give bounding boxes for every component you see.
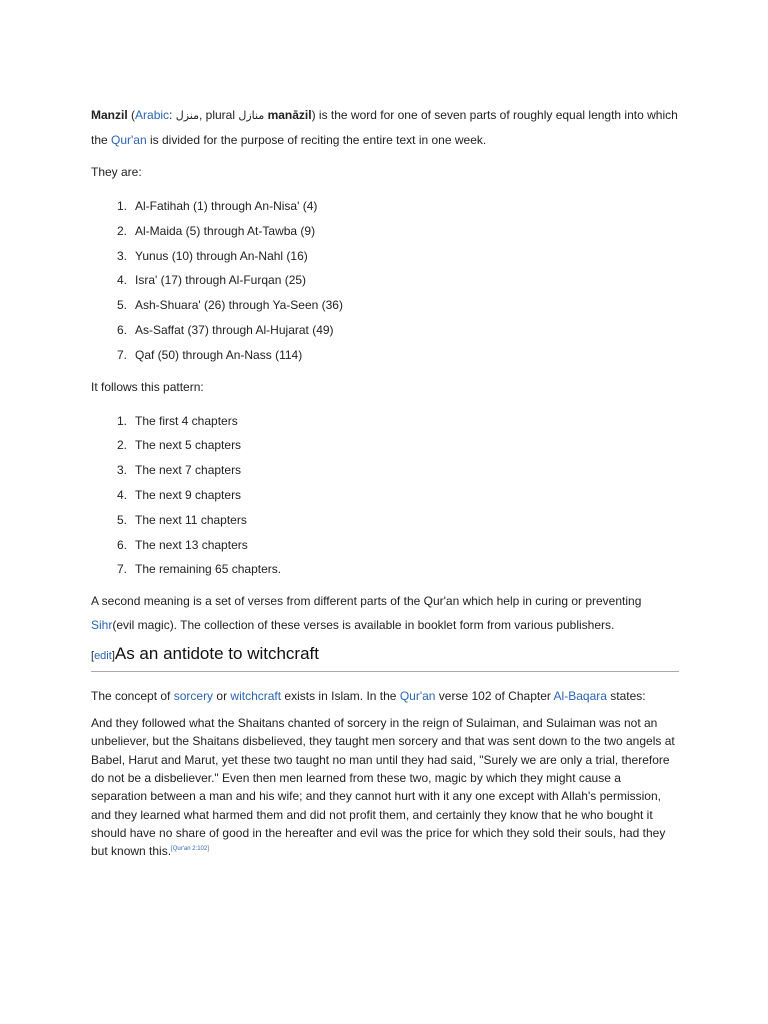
list-number: 5. [116,298,127,313]
manzil-list-item [91,268,679,293]
list-item-text: The next 13 chapters [135,537,248,552]
arabic-plural: منازل [238,109,265,122]
arabic-link[interactable]: Arabic [135,108,170,122]
list-item-text: The first 4 chapters [135,413,238,428]
sorcery-link[interactable]: sorcery [173,689,214,704]
concept-text: exists in Islam. In the [281,689,400,704]
list-item-text: Al-Maida (5) through At-Tawba (9) [135,223,316,238]
list-number: 2. [116,438,127,453]
manzil-list-item [91,293,679,318]
edit-link[interactable]: edit [94,650,112,663]
second-meaning-text: (evil magic). The collection of these verses is available in booklet form from various publishers. [112,618,615,633]
concept-text: states: [606,689,646,704]
list-number: 1. [116,199,127,213]
pattern-list-item [91,557,679,582]
al-baqara-link[interactable]: Al-Baqara [553,689,607,704]
concept-text: or [213,689,231,704]
quote-paragraph [91,714,679,860]
manzil-list-item [91,318,679,343]
list-item-text: The next 11 chapters [135,512,247,527]
list-item-text: Isra' (17) through Al-Furqan (25) [135,273,307,288]
list-item-text: The next 7 chapters [135,463,242,478]
witchcraft-link[interactable]: witchcraft [230,689,282,704]
list-number: 1. [116,413,127,428]
pattern-list-item [91,458,679,483]
list-item-text: The remaining 65 chapters. [135,562,282,577]
quran-reference-link[interactable]: [Qur'an 2:102] [171,846,209,853]
list-number: 5. [116,512,127,527]
list-item-text: Qaf (50) through An-Nass (114) [135,347,303,362]
edit-section [91,650,115,662]
edit-bracket: ] [111,650,115,663]
list-number: 7. [116,347,127,362]
intro-text: ) is the word for one of seven parts of roughly equal length into which the [91,108,678,147]
intro-text: : [169,108,176,122]
list-number: 3. [116,463,127,478]
pattern-list-item [91,533,679,558]
list-number: 7. [116,562,127,577]
manzil-list-item [91,194,679,219]
they-are-text: They are: [91,165,142,179]
manzil-list-item [91,219,679,244]
edit-bracket: [ [91,650,95,663]
pattern-list-item [91,483,679,508]
list-number: 2. [116,223,127,238]
quran-link[interactable]: Qur'an [111,133,147,147]
list-item-text: Al-Fatihah (1) through An-Nisa' (4) [135,199,318,213]
list-number: 3. [116,248,127,263]
list-item-text: As-Saffat (37) through Al-Hujarat (49) [135,322,334,337]
second-meaning-text: A second meaning is a set of verses from different parts of the Qur'an which help in curing or preventing [91,594,642,609]
quran-link-2[interactable]: Qur'an [399,689,436,704]
concept-text: verse 102 of Chapter [435,689,554,704]
pattern-intro: It follows this pattern: [91,379,204,394]
concept-text: The concept of [91,689,174,704]
manzil-list-item [91,244,679,269]
term-manazil: manāzil [267,108,312,122]
article-body [91,103,679,861]
list-number: 6. [116,537,127,552]
list-item-text: The next 9 chapters [135,487,242,502]
intro-paragraph [91,103,679,152]
section-heading [91,641,679,672]
arabic-word: منزل [175,109,199,122]
pattern-list-item [91,433,679,458]
list-item-text: The next 5 chapters [135,438,242,453]
intro-text: ( [127,108,136,122]
intro-text: , plural [198,108,239,122]
list-item-text: Ash-Shuara' (26) through Ya-Seen (36) [135,298,343,313]
pattern-list-item [91,508,679,533]
manzil-list [91,194,679,368]
quote-text: And they followed what the Shaitans chanted of sorcery in the reign of Sulaiman, and Sulaiman was not an unbeliever, but the Shaitans disbelieved, they taught men sorcery and that was sent down to the two angels at Babel, Harut and Marut, yet these two taught no man until they had said, "Surely we are only a trial, therefore do not be a disbeliever." Even then men learned from these two, magic by which they might cause a separation between a man and his wife; and they cannot hurt with it any one except with Allah's permission, and they learned what harmed them and did not profit them, and certainly they know that he who bought it should have no share of good in the hereafter and evil was the price for which they sold their souls, had they but known this. [91,716,675,859]
manzil-list-item [91,343,679,368]
concept-paragraph [91,684,679,708]
term-manzil: Manzil [91,108,128,122]
list-number: 4. [116,487,127,502]
section-title: As an antidote to witchcraft [114,644,319,664]
second-meaning-paragraph [91,589,679,637]
pattern-list-item [91,409,679,434]
list-number: 6. [116,322,127,337]
intro-text: is divided for the purpose of reciting the entire text in one week. [146,133,487,147]
list-item-text: Yunus (10) through An-Nahl (16) [135,248,308,263]
list-number: 4. [116,273,127,288]
sihr-link[interactable]: Sihr [91,618,113,633]
pattern-list [91,409,679,583]
